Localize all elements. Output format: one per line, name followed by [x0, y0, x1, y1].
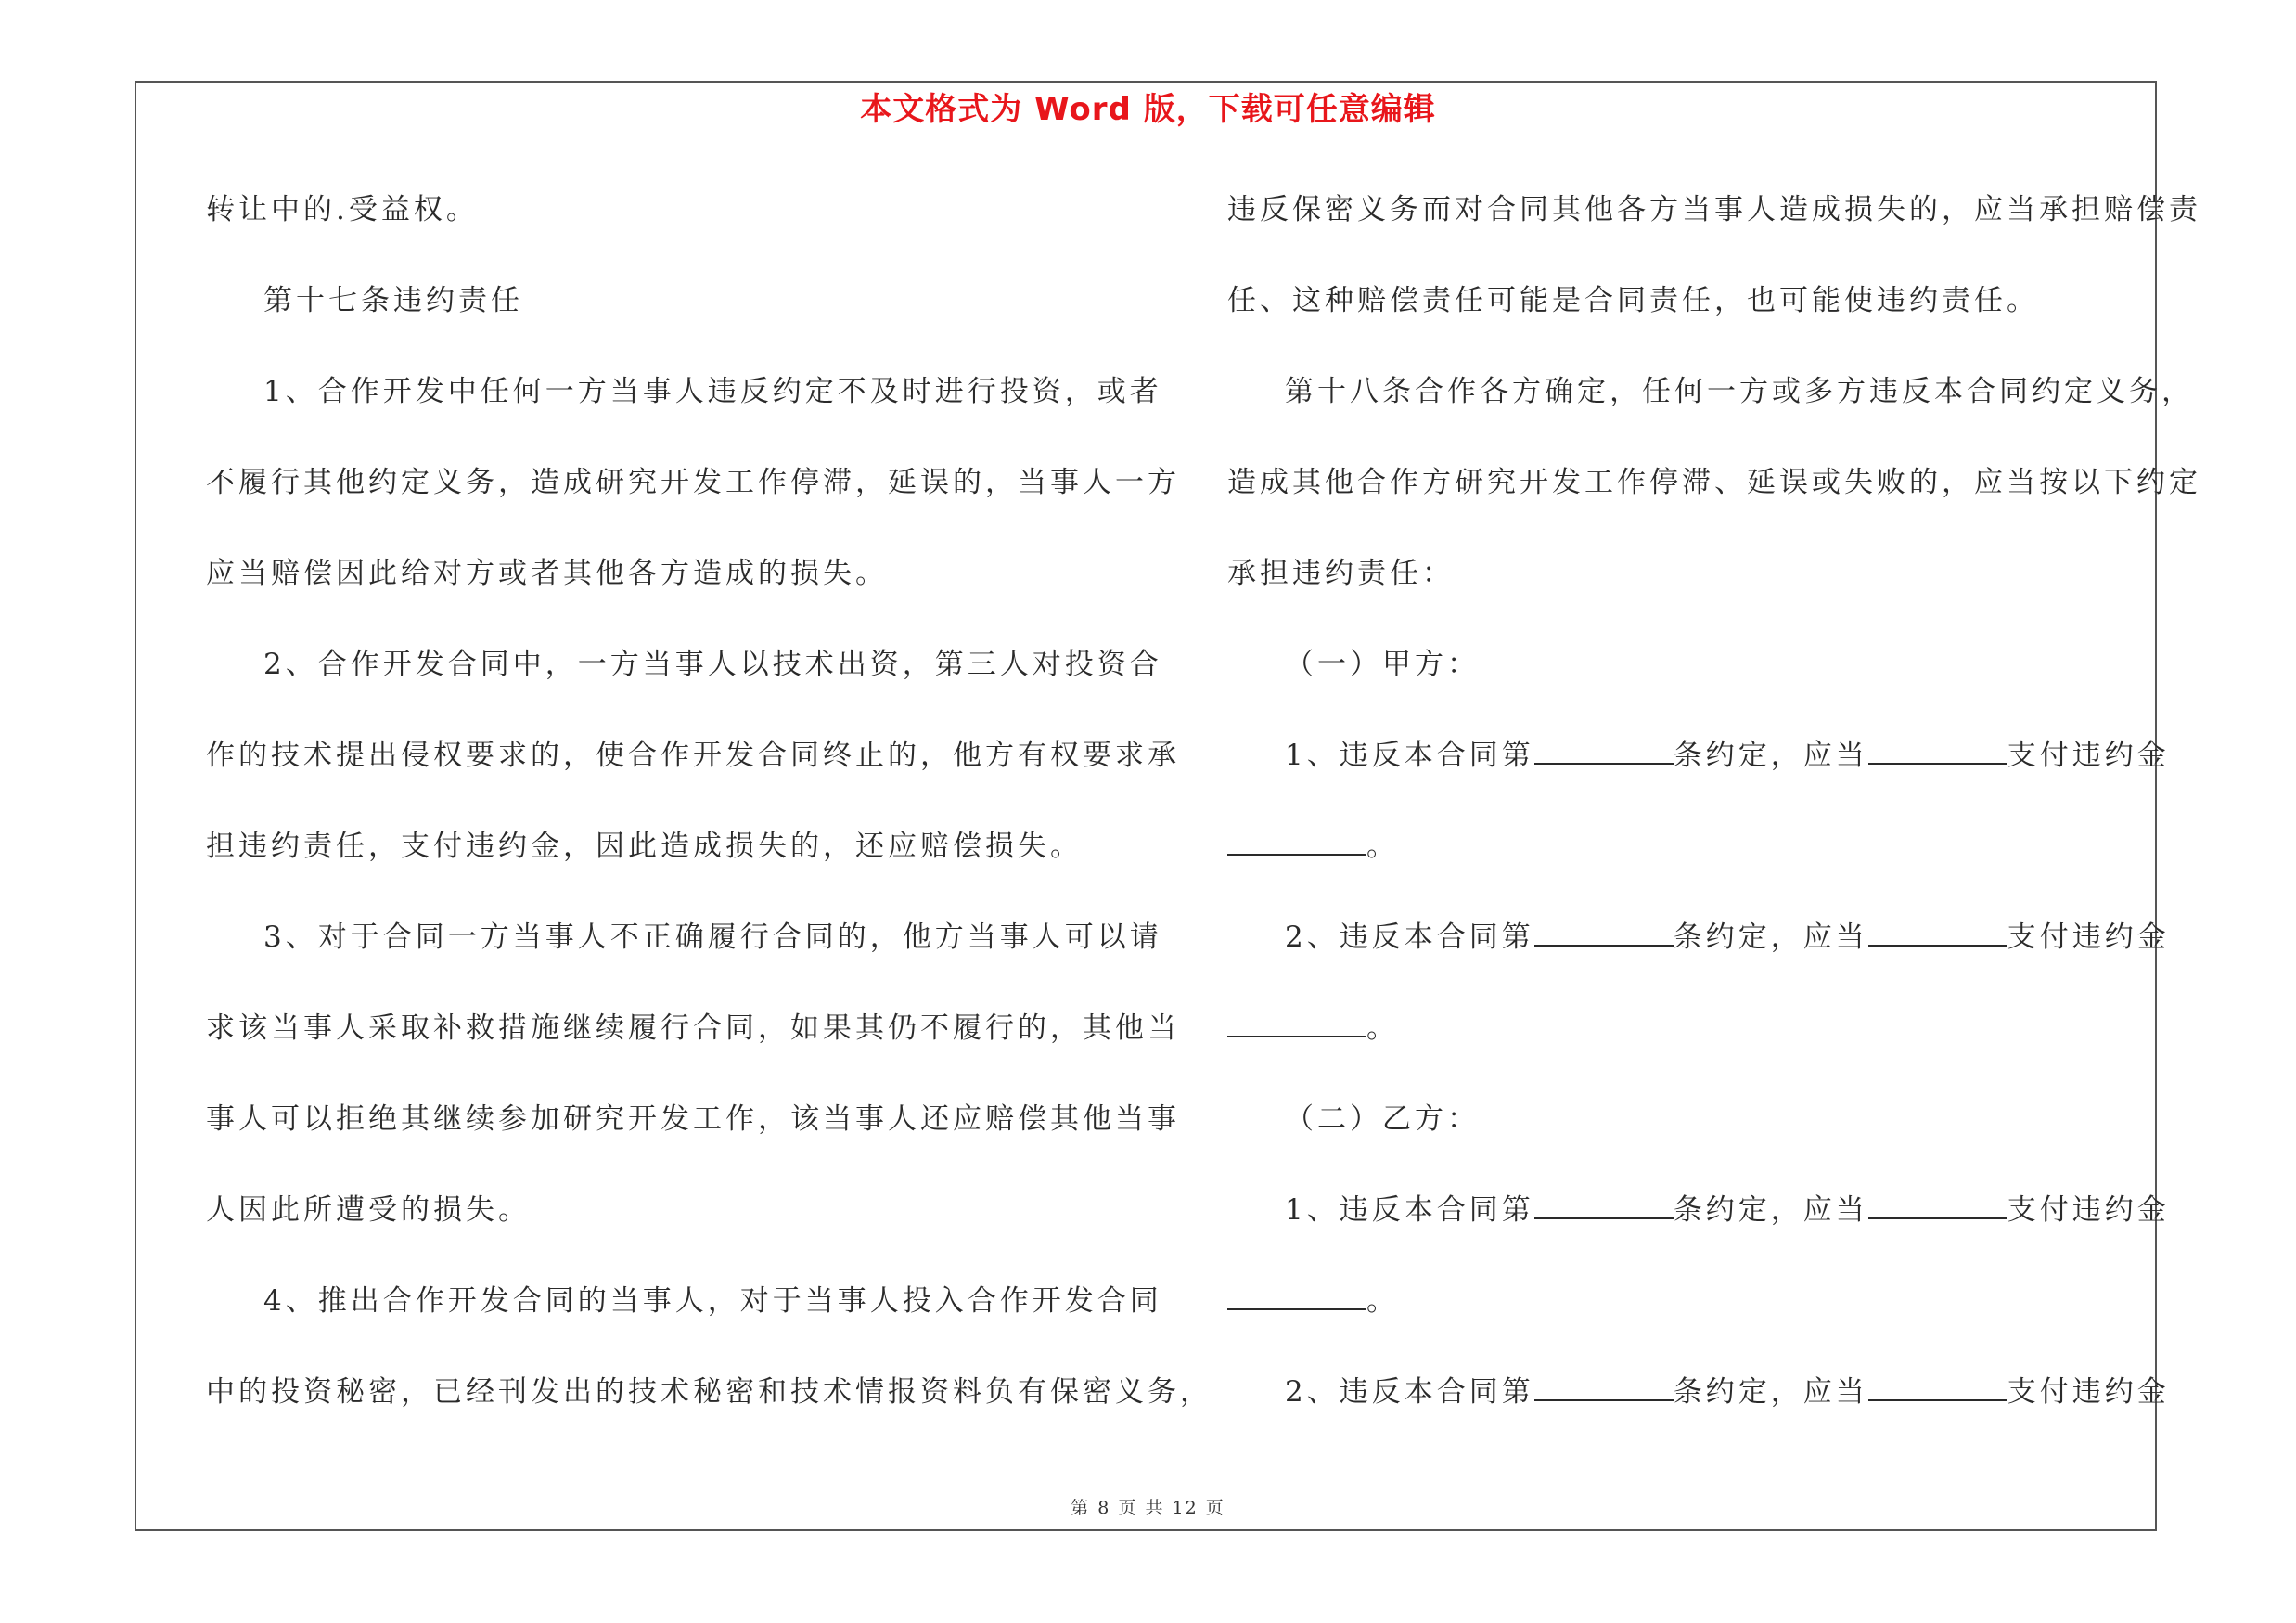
- penalty-item-end: 。: [1227, 828, 1399, 865]
- page-number: 第 8 页 共 12 页: [1071, 1498, 1225, 1518]
- text-line: 承担违约责任：: [1227, 557, 1455, 590]
- penalty-item-end: 。: [1227, 1282, 1399, 1320]
- text-line: 应当赔偿因此给对方或者其他各方造成的损失。: [206, 557, 888, 590]
- penalty-item: 1、违反本合同第 条约定，应当 支付违约金: [1285, 1193, 2170, 1227]
- penalty-item: 1、违反本合同第 条约定，应当 支付违约金: [1285, 739, 2170, 772]
- text-line: 担违约责任，支付违约金，因此造成损失的，还应赔偿损失。: [206, 830, 1083, 863]
- blank-field[interactable]: [1227, 828, 1366, 856]
- text-line: 事人可以拒绝其继续参加研究开发工作，该当事人还应赔偿其他当事: [206, 1102, 1180, 1136]
- blank-field[interactable]: [1534, 1191, 1674, 1219]
- blank-field[interactable]: [1534, 737, 1674, 765]
- blank-field[interactable]: [1868, 1191, 2007, 1219]
- text-line: 任、这种赔偿责任可能是合同责任，也可能使违约责任。: [1227, 284, 2039, 317]
- section-heading: 第十八条合作各方确定，任何一方或多方违反本合同约定义务，: [1285, 375, 2194, 408]
- text-line: 中的投资秘密，已经刊发出的技术秘密和技术情报资料负有保密义务，: [206, 1375, 1212, 1409]
- party-b-heading: （二）乙方：: [1285, 1102, 1480, 1136]
- blank-field[interactable]: [1227, 1010, 1366, 1037]
- blank-field[interactable]: [1534, 1373, 1674, 1401]
- text-line: 违反保密义务而对合同其他各方当事人造成损失的，应当承担赔偿责: [1227, 193, 2201, 226]
- blank-field[interactable]: [1868, 737, 2007, 765]
- text-line: 3、对于合同一方当事人不正确履行合同的，他方当事人可以请: [263, 921, 1162, 954]
- text-line: 转让中的.受益权。: [206, 193, 479, 226]
- section-heading: 第十七条违约责任: [263, 284, 523, 317]
- text-line: 1、合作开发中任何一方当事人违反约定不及时进行投资，或者: [263, 375, 1162, 408]
- text-line: 人因此所遭受的损失。: [206, 1193, 531, 1227]
- penalty-item-end: 。: [1227, 1010, 1399, 1047]
- text-line: 4、推出合作开发合同的当事人，对于当事人投入合作开发合同: [263, 1284, 1162, 1318]
- blank-field[interactable]: [1227, 1282, 1366, 1310]
- text-line: 作的技术提出侵权要求的，使合作开发合同终止的，他方有权要求承: [206, 739, 1180, 772]
- text-line: 造成其他合作方研究开发工作停滞、延误或失败的，应当按以下约定: [1227, 466, 2201, 499]
- text-line: 求该当事人采取补救措施继续履行合同，如果其仍不履行的，其他当: [206, 1011, 1180, 1045]
- blank-field[interactable]: [1534, 919, 1674, 947]
- penalty-item: 2、违反本合同第 条约定，应当 支付违约金: [1285, 921, 2170, 954]
- blank-field[interactable]: [1868, 1373, 2007, 1401]
- penalty-item: 2、违反本合同第 条约定，应当 支付违约金: [1285, 1375, 2170, 1409]
- party-a-heading: （一）甲方：: [1285, 648, 1480, 681]
- text-line: 不履行其他约定义务，造成研究开发工作停滞，延误的，当事人一方: [206, 466, 1180, 499]
- text-line: 2、合作开发合同中，一方当事人以技术出资，第三人对投资合: [263, 648, 1162, 681]
- blank-field[interactable]: [1868, 919, 2007, 947]
- banner-notice: 本文格式为 Word 版，下载可任意编辑: [860, 91, 1436, 128]
